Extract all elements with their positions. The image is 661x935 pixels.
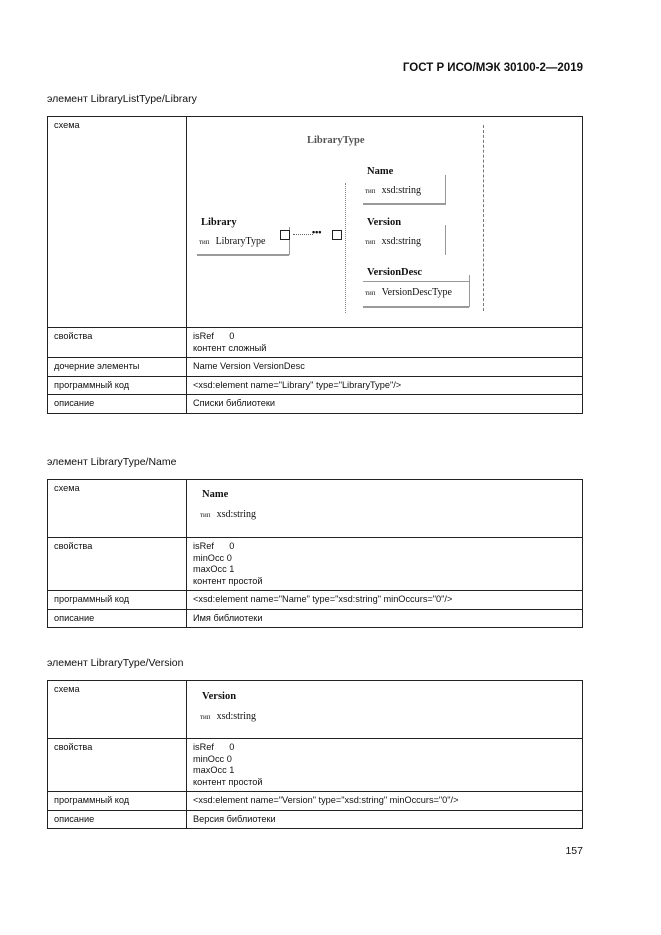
group-border	[483, 125, 484, 311]
schema-diagram	[187, 681, 583, 739]
child-shadow-side	[469, 275, 470, 307]
page-number: 157	[565, 845, 583, 857]
schema-label: схема	[48, 117, 187, 328]
prop-line: maxOcc 1	[193, 765, 235, 775]
code-label: программный код	[48, 792, 187, 811]
props-label: свойства	[48, 538, 187, 591]
type-value: xsd:string	[381, 185, 422, 196]
desc-value: Версия библиотеки	[187, 810, 583, 829]
type-prefix: тип	[365, 187, 376, 195]
type-value: xsd:string	[216, 711, 257, 722]
props-value	[187, 538, 583, 591]
root-type-value: LibraryType	[215, 236, 266, 247]
schema-label: схема	[48, 681, 187, 739]
child-versiondesc-title: VersionDesc	[367, 267, 423, 278]
group-title: LibraryType	[307, 135, 365, 146]
child-name-title: Name	[367, 166, 394, 177]
props-value	[187, 739, 583, 792]
sequence-icon: •••	[312, 227, 322, 237]
child-divider	[363, 281, 469, 282]
props-label: свойства	[48, 328, 187, 358]
type-prefix: тип	[365, 289, 376, 297]
schema-label: схема	[48, 480, 187, 538]
prop-line: isRef 0	[193, 541, 235, 551]
spec-table-name	[47, 479, 583, 628]
code-value: <xsd:element name="Library" type="LibraryType"/>	[187, 376, 583, 395]
code-label: программный код	[48, 376, 187, 395]
child-shadow-side	[445, 175, 446, 205]
root-connector	[280, 230, 290, 240]
prop-line: isRef 0	[193, 742, 235, 752]
schema-diagram	[187, 117, 583, 328]
section-title-version: элемент LibraryType/Version	[47, 657, 184, 669]
type-prefix: тип	[200, 713, 211, 721]
desc-value: Списки библиотеки	[187, 395, 583, 414]
child-version-type	[365, 236, 421, 249]
element-name: Name	[202, 489, 229, 500]
props-value	[187, 328, 583, 358]
desc-label: описание	[48, 810, 187, 829]
root-element-type	[199, 236, 265, 249]
desc-value: Имя библиотеки	[187, 609, 583, 628]
children-value: Name Version VersionDesc	[187, 358, 583, 377]
connector-line	[293, 234, 313, 235]
props-label: свойства	[48, 739, 187, 792]
root-shadow	[197, 254, 289, 256]
code-value: <xsd:element name="Name" type="xsd:string" minOccurs="0"/>	[187, 591, 583, 610]
element-name: Version	[202, 691, 237, 702]
child-shadow	[363, 203, 445, 205]
desc-label: описание	[48, 395, 187, 414]
child-name-type	[365, 185, 421, 198]
type-value: xsd:string	[216, 509, 257, 520]
type-value: xsd:string	[381, 236, 422, 247]
code-value: <xsd:element name="Version" type="xsd:string" minOccurs="0"/>	[187, 792, 583, 811]
element-type	[200, 711, 256, 724]
child-shadow	[363, 306, 469, 308]
prop-line: minOcc 0	[193, 552, 232, 563]
prop-line: minOcc 0	[193, 753, 232, 764]
prop-line: maxOcc 1	[193, 564, 235, 574]
child-version-title: Version	[367, 217, 402, 228]
schema-diagram	[187, 480, 583, 538]
branch-line	[345, 183, 346, 313]
prop-line: isRef 0	[193, 331, 235, 341]
spec-table-library	[47, 116, 583, 414]
element-type	[200, 509, 256, 522]
standard-header: ГОСТ Р ИСО/МЭК 30100-2—2019	[402, 62, 583, 74]
type-prefix: тип	[200, 511, 211, 519]
spec-table-version	[47, 680, 583, 829]
type-prefix: тип	[365, 238, 376, 246]
prop-line: контент простой	[193, 776, 263, 787]
root-element-name: Library	[201, 217, 237, 228]
section-title-library: элемент LibraryListType/Library	[47, 93, 197, 105]
code-label: программный код	[48, 591, 187, 610]
sequence-connector	[332, 230, 342, 240]
desc-label: описание	[48, 609, 187, 628]
prop-line: контент простой	[193, 575, 263, 586]
prop-line: контент сложный	[193, 342, 267, 353]
child-versiondesc-type	[365, 287, 452, 300]
type-prefix: тип	[199, 238, 210, 246]
type-value: VersionDescType	[381, 287, 452, 298]
section-title-name: элемент LibraryType/Name	[47, 456, 177, 468]
child-shadow-side	[445, 225, 446, 255]
children-label: дочерние элементы	[48, 358, 187, 377]
